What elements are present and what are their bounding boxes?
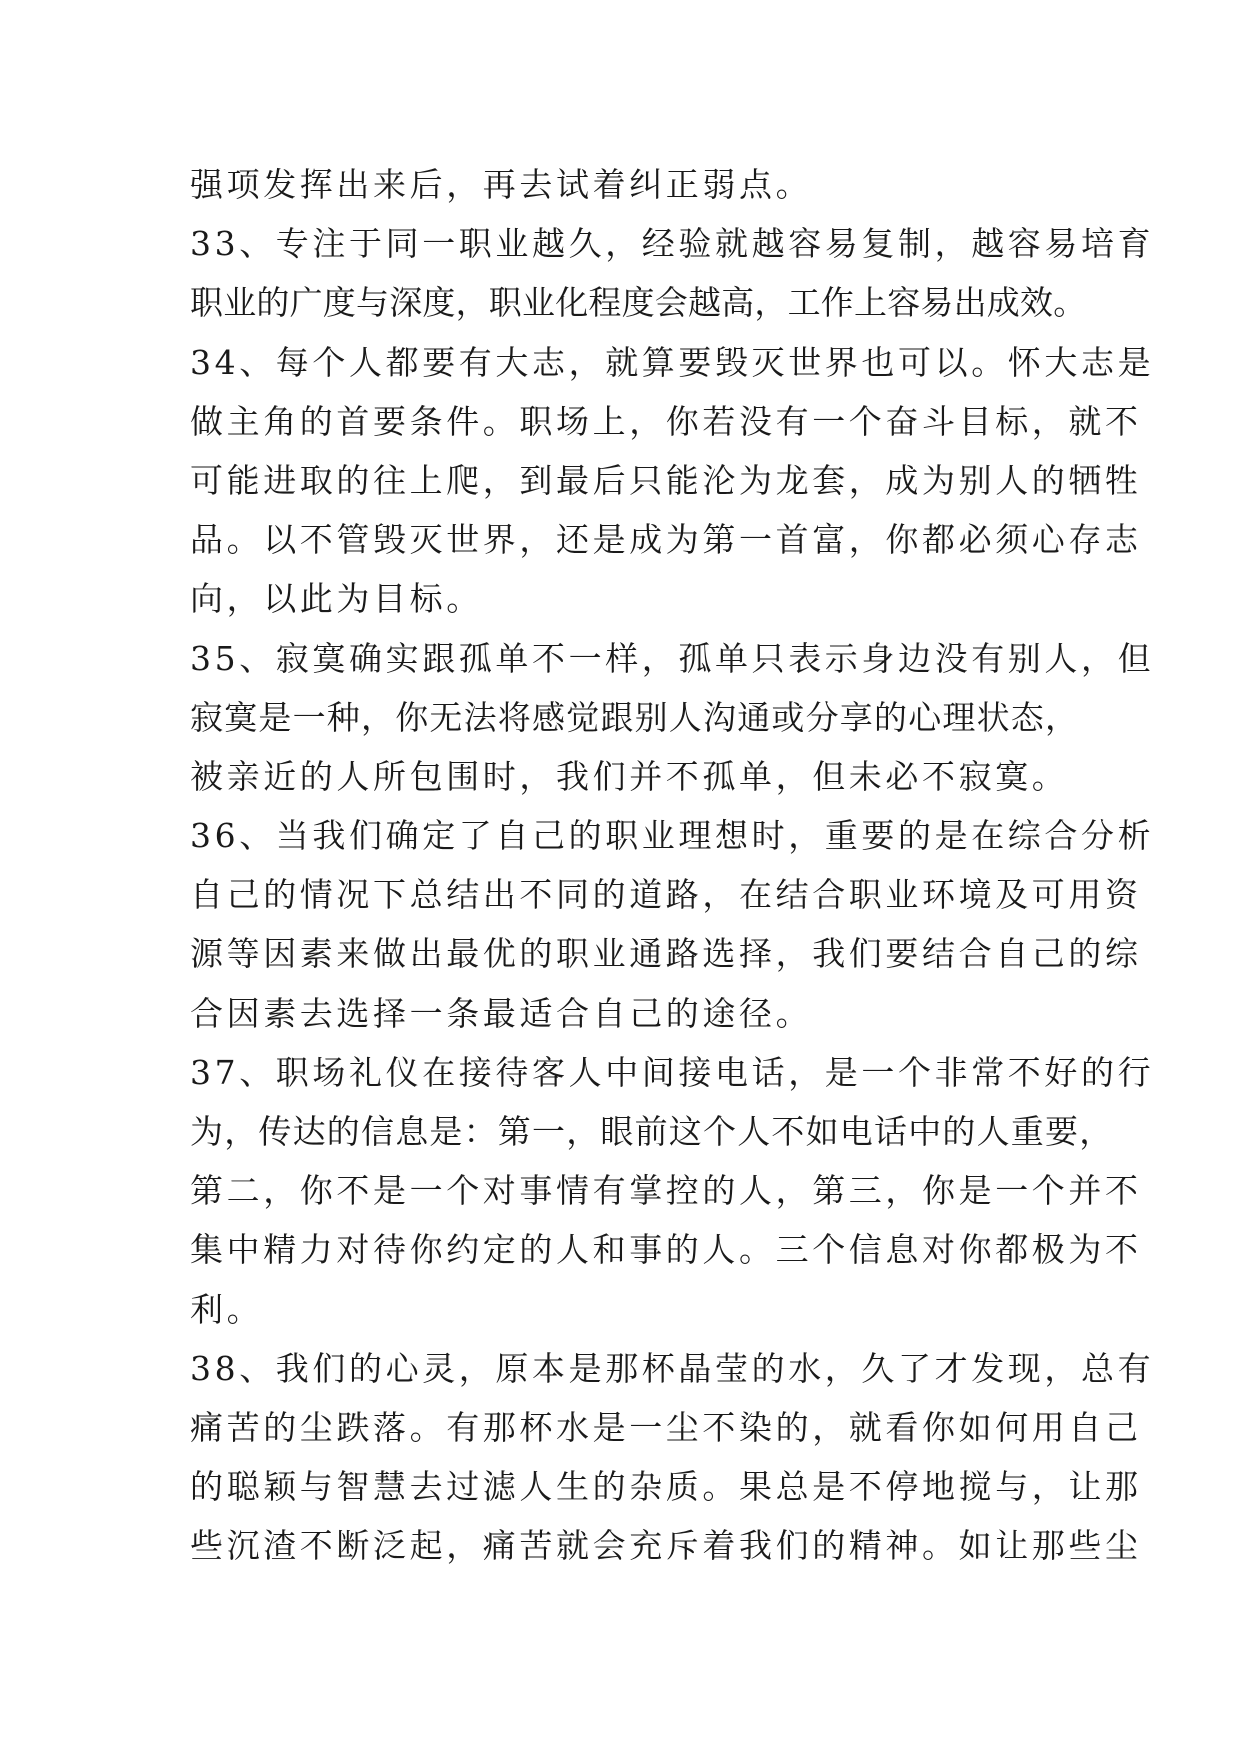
document-body [190,155,1155,1576]
text-line: 35、寂寞确实跟孤单不一样，孤单只表示身边没有别人，但 [190,638,1155,678]
text-line: 集中精力对待你约定的人和事的人。三个信息对你都极为不 [190,1230,1142,1270]
text-line: 37、职场礼仪在接待客人中间接电话，是一个非常不好的行 [190,1052,1155,1092]
text-line: 第二，你不是一个对事情有掌控的人，第三，你是一个并不 [190,1171,1142,1211]
text-line: 寂寞是一种，你无法将感觉跟别人沟通或分享的心理状态， [190,697,1080,737]
text-line: 为，传达的信息是：第一，眼前这个人不如电话中的人重要， [190,1112,1114,1151]
text-line: 向，以此为目标。 [190,579,483,619]
text-line: 品。以不管毁灭世界，还是成为第一首富，你都必须心存志 [190,520,1142,560]
text-line: 34、每个人都要有大志，就算要毁灭世界也可以。怀大志是 [190,342,1155,382]
text-line: 些沉渣不断泛起，痛苦就会充斥着我们的精神。如让那些尘 [190,1526,1142,1566]
text-line: 自己的情况下总结出不同的道路，在结合职业环境及可用资 [190,875,1142,915]
text-line: 的聪颖与智慧去过滤人生的杂质。果总是不停地搅与，让那 [190,1467,1142,1507]
text-line: 做主角的首要条件。职场上，你若没有一个奋斗目标，就不 [190,401,1142,441]
text-line: 利。 [190,1289,264,1329]
text-line: 合因素去选择一条最适合自己的途径。 [190,993,813,1033]
text-line: 职业的广度与深度，职业化程度会越高，工作上容易出成效。 [190,283,1087,323]
text-line: 被亲近的人所包围时，我们并不孤单，但未必不寂寞。 [190,756,1069,796]
text-line: 33、专注于同一职业越久，经验就越容易复制，越容易培育 [190,224,1155,264]
text-line: 强项发挥出来后，再去试着纠正弱点。 [190,165,813,204]
text-line: 36、当我们确定了自己的职业理想时，重要的是在综合分析 [190,816,1155,856]
text-line: 可能进取的往上爬，到最后只能沦为龙套，成为别人的牺牲 [190,460,1142,500]
text-line: 源等因素来做出最优的职业通路选择，我们要结合自己的综 [190,934,1142,974]
text-line: 38、我们的心灵，原本是那杯晶莹的水，久了才发现，总有 [190,1348,1155,1388]
text-line: 痛苦的尘跌落。有那杯水是一尘不染的，就看你如何用自己 [190,1407,1142,1447]
